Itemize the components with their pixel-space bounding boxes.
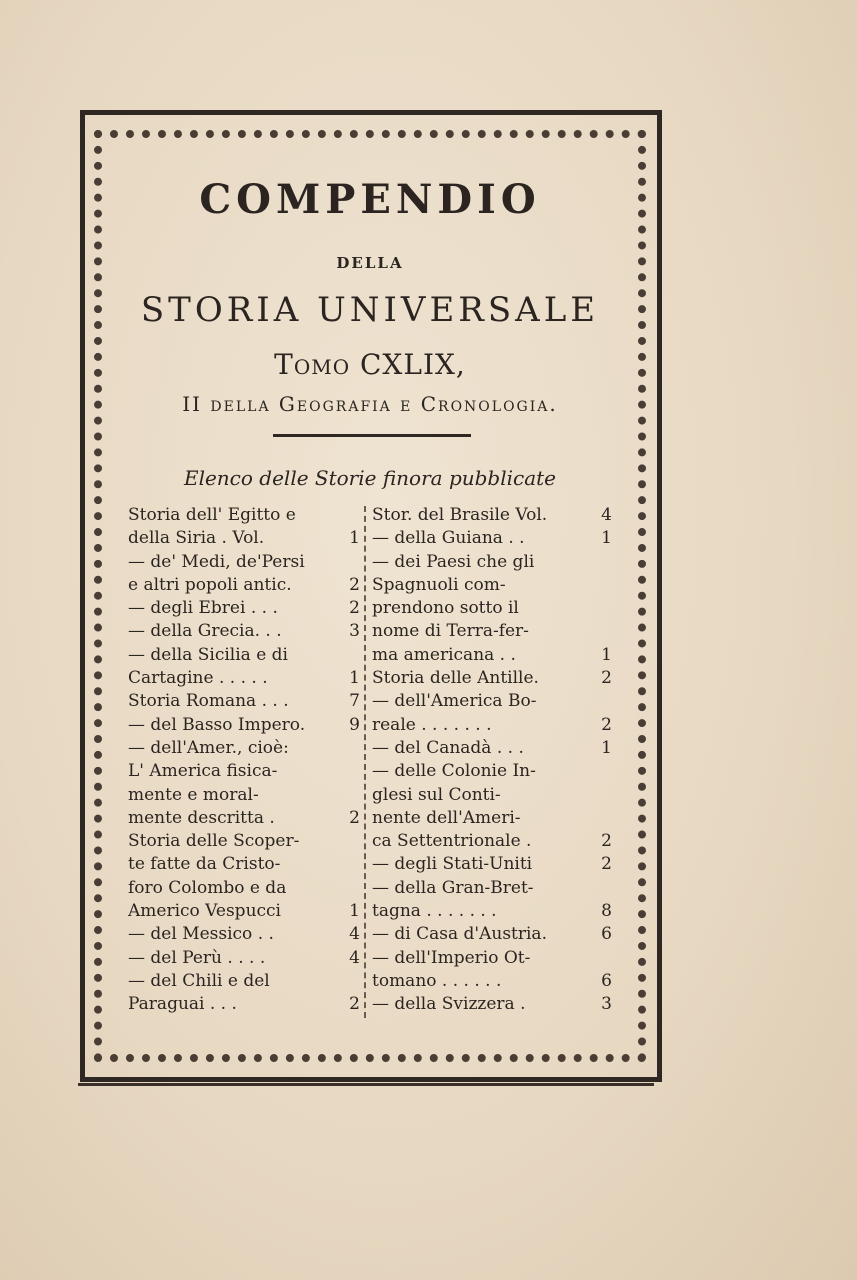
list-entry (128, 504, 360, 527)
entry-volume-count (608, 784, 612, 807)
list-entry (372, 644, 612, 667)
entry-volume-count: 8 (601, 901, 612, 922)
list-entry (372, 900, 612, 923)
entry-text: e altri popoli antic. (128, 574, 292, 595)
entry-volume-count: 4 (601, 505, 612, 525)
entry-text: — degli Stati-Uniti (372, 854, 533, 875)
list-entry (128, 900, 360, 923)
entry-volume-count: 2 (349, 994, 360, 1015)
entry-text: reale . . . . . . . (372, 714, 492, 735)
entry-volume-count (356, 760, 360, 783)
entry-volume-count: 2 (601, 831, 612, 852)
list-entry (128, 644, 360, 667)
entry-text: L' America fisica- (128, 761, 278, 782)
entry-text: — del Messico . . (128, 924, 274, 945)
entry-volume-count (356, 853, 360, 876)
list-entry (128, 947, 360, 970)
entry-text: foro Colombo e da (128, 877, 287, 898)
title-rule (273, 434, 471, 437)
list-entry (372, 714, 612, 737)
list-entry (128, 760, 360, 783)
entry-volume-count: 9 (349, 714, 360, 735)
entry-text: mente e moral- (128, 784, 259, 805)
entry-volume-count (608, 807, 612, 830)
entry-volume-count (608, 690, 612, 713)
entry-volume-count (356, 551, 360, 574)
entry-text: — del Chili e del (128, 970, 270, 991)
entry-text: Paraguai . . . (128, 994, 237, 1015)
entry-volume-count (356, 644, 360, 667)
list-entry (128, 830, 360, 853)
list-entry (372, 504, 612, 527)
entry-volume-count: 6 (601, 970, 612, 991)
entry-volume-count (356, 784, 360, 807)
entry-volume-count: 1 (349, 528, 360, 549)
entry-text: — degli Ebrei . . . (128, 598, 278, 619)
list-entry (128, 714, 360, 737)
entry-text: — del Perù . . . . (128, 947, 266, 968)
entry-volume-count: 3 (601, 994, 612, 1015)
entry-volume-count (356, 737, 360, 760)
entry-text: Stor. del Brasile Vol. (372, 505, 548, 525)
list-entry (372, 574, 612, 597)
list-entry (128, 737, 360, 760)
list-entry (128, 574, 360, 597)
entry-volume-count (356, 970, 360, 993)
entry-volume-count (608, 574, 612, 597)
entry-text: — di Casa d'Austria. (372, 924, 547, 945)
list-entry (128, 551, 360, 574)
entry-volume-count (608, 760, 612, 783)
list-heading: Elenco delle Storie finora pubblicate (183, 466, 557, 490)
list-entry (128, 970, 360, 993)
entry-text: — de' Medi, de'Persi (128, 551, 305, 572)
list-entry (372, 947, 612, 970)
column-divider (364, 506, 366, 1018)
entry-text: te fatte da Cristo- (128, 854, 281, 875)
entry-volume-count (356, 504, 360, 527)
list-entry (128, 527, 360, 550)
bottom-rule (78, 1083, 654, 1086)
left-column (128, 504, 360, 1017)
entry-text: — del Basso Impero. (128, 714, 306, 735)
entry-volume-count: 1 (349, 901, 360, 922)
entry-text: nente dell'Ameri- (372, 807, 521, 828)
list-entry (128, 853, 360, 876)
entry-volume-count: 3 (349, 621, 360, 642)
list-entry (128, 784, 360, 807)
entry-volume-count (608, 551, 612, 574)
list-entry (372, 877, 612, 900)
list-entry (372, 760, 612, 783)
entry-volume-count: 2 (349, 598, 360, 619)
list-entry (372, 784, 612, 807)
entry-volume-count: 4 (349, 947, 360, 968)
entry-text: della Siria . Vol. (128, 528, 265, 549)
entry-text: nome di Terra-fer- (372, 621, 529, 642)
entry-text: — della Guiana . . (372, 528, 525, 549)
entry-volume-count (356, 830, 360, 853)
entry-text: — della Sicilia e di (128, 644, 288, 665)
list-entry (372, 667, 612, 690)
entry-volume-count: 4 (349, 924, 360, 945)
entry-text: tomano . . . . . . (372, 970, 502, 991)
list-entry (372, 620, 612, 643)
list-entry (372, 993, 612, 1016)
entry-volume-count (608, 620, 612, 643)
entry-volume-count (356, 877, 360, 900)
entry-text: — del Canadà . . . (372, 737, 524, 758)
title-compendio: COMPENDIO (199, 176, 541, 223)
entry-volume-count (608, 597, 612, 620)
list-entry (372, 527, 612, 550)
entry-text: — della Svizzera . (372, 994, 526, 1015)
entry-volume-count (608, 877, 612, 900)
entry-text: — delle Colonie In- (372, 761, 536, 782)
entry-volume-count: 1 (601, 528, 612, 549)
entry-volume-count: 2 (349, 574, 360, 595)
entry-text: — della Grecia. . . (128, 621, 282, 642)
list-entry (128, 993, 360, 1016)
list-entry (372, 551, 612, 574)
list-entry (372, 853, 612, 876)
entry-text: — dell'Amer., cioè: (128, 737, 289, 758)
entry-volume-count: 2 (349, 807, 360, 828)
entry-volume-count: 2 (601, 854, 612, 875)
list-entry (372, 737, 612, 760)
list-entry (128, 597, 360, 620)
entry-text: prendono sotto il (372, 598, 519, 619)
title-storia-universale: STORIA UNIVERSALE (140, 290, 600, 330)
right-column (372, 504, 612, 1017)
entry-text: glesi sul Conti- (372, 784, 501, 805)
entry-text: Americo Vespucci (128, 901, 281, 922)
list-entry (128, 690, 360, 713)
list-entry (128, 807, 360, 830)
entry-text: mente descritta . (128, 807, 275, 828)
entry-text: ca Settentrionale . (372, 831, 532, 852)
entry-text: — dei Paesi che gli (372, 551, 535, 572)
entry-text: — della Gran-Bret- (372, 877, 534, 898)
list-entry (372, 830, 612, 853)
entry-volume-count: 1 (349, 668, 360, 689)
list-entry (372, 923, 612, 946)
entry-volume-count: 7 (349, 691, 360, 712)
entry-text: tagna . . . . . . . (372, 901, 497, 922)
list-entry (128, 877, 360, 900)
entry-volume-count: 2 (601, 714, 612, 735)
entry-volume-count: 1 (601, 737, 612, 758)
entry-volume-count: 2 (601, 668, 612, 689)
entry-text: Storia delle Scoper- (128, 831, 300, 852)
title-tomo: Tomo CXLIX, (274, 348, 466, 381)
title-della: DELLA (336, 254, 404, 272)
list-entry (128, 667, 360, 690)
list-entry (372, 597, 612, 620)
entry-text: ma americana . . (372, 644, 516, 665)
entry-volume-count: 1 (601, 644, 612, 665)
entry-text: Spagnuoli com- (372, 574, 506, 595)
entry-text: — dell'America Bo- (372, 691, 537, 712)
entry-volume-count: 6 (601, 924, 612, 945)
title-subtitle: II della Geografia e Cronologia. (182, 392, 558, 416)
list-entry (128, 923, 360, 946)
list-entry (128, 620, 360, 643)
entry-text: Cartagine . . . . . (128, 668, 268, 689)
entry-text: — dell'Imperio Ot- (372, 947, 531, 968)
list-entry (372, 690, 612, 713)
list-entry (372, 807, 612, 830)
entry-text: Storia dell' Egitto e (128, 505, 296, 525)
entry-volume-count (608, 947, 612, 970)
entry-text: Storia Romana . . . (128, 691, 289, 712)
list-entry (372, 970, 612, 993)
entry-text: Storia delle Antille. (372, 668, 539, 689)
